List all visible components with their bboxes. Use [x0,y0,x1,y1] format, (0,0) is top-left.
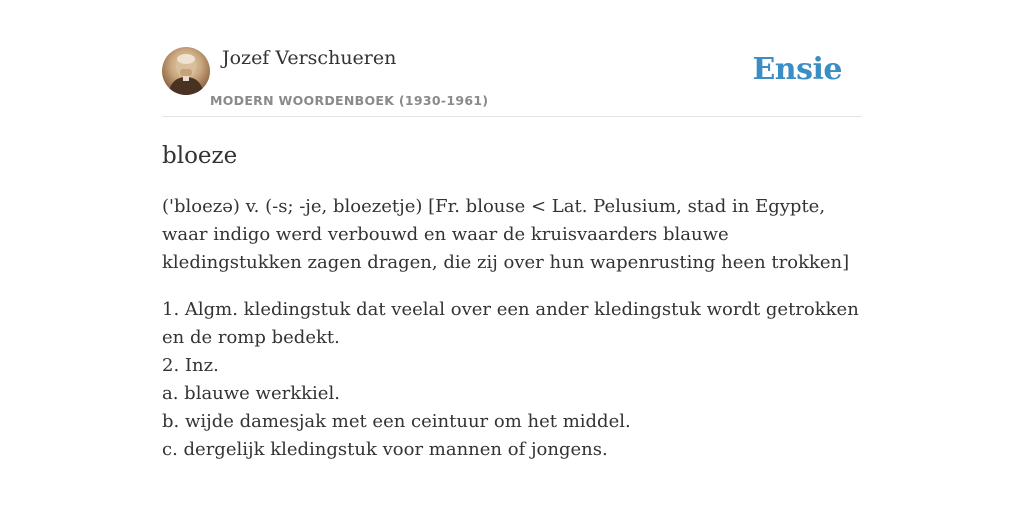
entry-card [162,44,862,464]
definition-line: 2. Inz. [162,355,219,376]
author-avatar[interactable] [162,47,210,95]
portrait-image [162,47,210,95]
entry-header [162,44,862,117]
definition-line: a. blauwe werkkiel. [162,383,340,404]
definition-line: c. dergelijk kledingstuk voor mannen of jongens. [162,439,608,460]
ensie-logo[interactable]: Ensie [752,52,842,87]
definition-line: b. wijde damesjak met een ceintuur om het middel. [162,411,631,432]
dictionary-source[interactable]: MODERN WOORDENBOEK (1930-1961) [210,93,489,108]
entry-definitions [162,296,862,464]
entry-etymology: ('bloezə) v. (-s; -je, bloezetje) [Fr. blouse < Lat. Pelusium, stad in Egypte, waar indigo werd verbouwd en waar de kruisvaarders blauwe kledingstukken zagen dragen, die zij over hun wapenrusting heen trokken] [162,196,850,273]
definition-line: 1. Algm. kledingstuk dat veelal over een ander kledingstuk wordt getrokken en de romp bedekt. [162,299,859,348]
entry-term: bloeze [162,143,238,169]
author-name[interactable]: Jozef Verschueren [222,47,397,69]
